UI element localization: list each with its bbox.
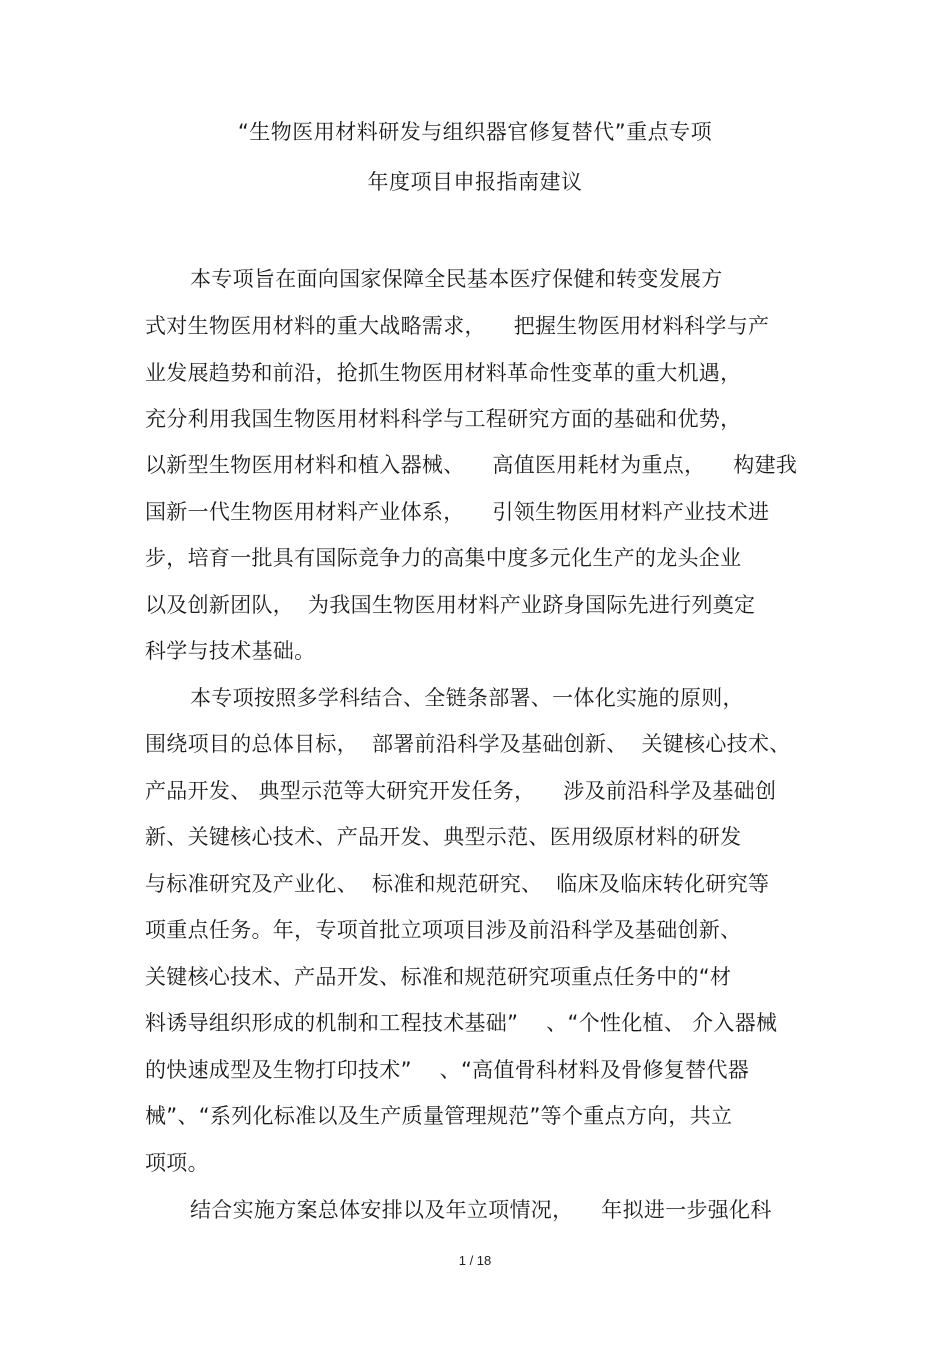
body-line: 料诱导组织形成的机制和工程技术基础” 、“个性化植、 介入器械 — [145, 1011, 778, 1035]
body-line: 械”、“系列化标准以及生产质量管理规范”等个重点方向，共立 — [145, 1104, 733, 1128]
body-line: 本专项旨在面向国家保障全民基本医疗保健和转变发展方 — [190, 267, 723, 291]
body-line: 步，培育一批具有国际竞争力的高集中度多元化生产的龙头企业 — [145, 546, 742, 570]
body-line: 充分利用我国生物医用材料科学与工程研究方面的基础和优势， — [145, 407, 742, 431]
body-line: 本专项按照多学科结合、全链条部署、一体化实施的原则， — [190, 686, 744, 710]
body-line: 式对生物医用材料的重大战略需求， 把握生物医用材料科学与产 — [145, 314, 770, 338]
body-line: 新、关键核心技术、产品开发、典型示范、医用级原材料的研发 — [145, 825, 742, 849]
body-line: 关键核心技术、产品开发、标准和规范研究项重点任务中的“材 — [145, 965, 732, 989]
body-line: 国新一代生物医用材料产业体系， 引领生物医用材料产业技术进 — [145, 500, 770, 524]
body-line: 以新型生物医用材料和植入器械、 高值医用耗材为重点， 构建我 — [145, 453, 798, 477]
body-line: 业发展趋势和前沿，抢抓生物医用材料革命性变革的重大机遇， — [145, 361, 742, 385]
document-title-line-2: 年度项目申报指南建议 — [367, 170, 583, 194]
body-line: 产品开发、 典型示范等大研究开发任务， 涉及前沿科学及基础创 — [145, 779, 777, 803]
body-line: 项项。 — [145, 1151, 209, 1175]
body-line: 结合实施方案总体安排以及年立项情况， 年拟进一步强化科 — [190, 1198, 772, 1222]
body-line: 的快速成型及生物打印技术” 、“高值骨科材料及骨修复替代器 — [145, 1058, 750, 1082]
body-line: 与标准研究及产业化、 标准和规范研究、 临床及临床转化研究等 — [145, 872, 770, 896]
page-number: 1 / 18 — [458, 1253, 492, 1268]
body-line: 围绕项目的总体目标， 部署前沿科学及基础创新、 关键核心技术、 — [145, 732, 791, 756]
document-title-line-1: “生物医用材料研发与组织器官修复替代”重点专项 — [237, 120, 713, 144]
body-line: 以及创新团队， 为我国生物医用材料产业跻身国际先进行列奠定 — [145, 593, 756, 617]
body-line: 科学与技术基础。 — [145, 639, 316, 663]
body-line: 项重点任务。年，专项首批立项项目涉及前沿科学及基础创新、 — [145, 918, 742, 942]
